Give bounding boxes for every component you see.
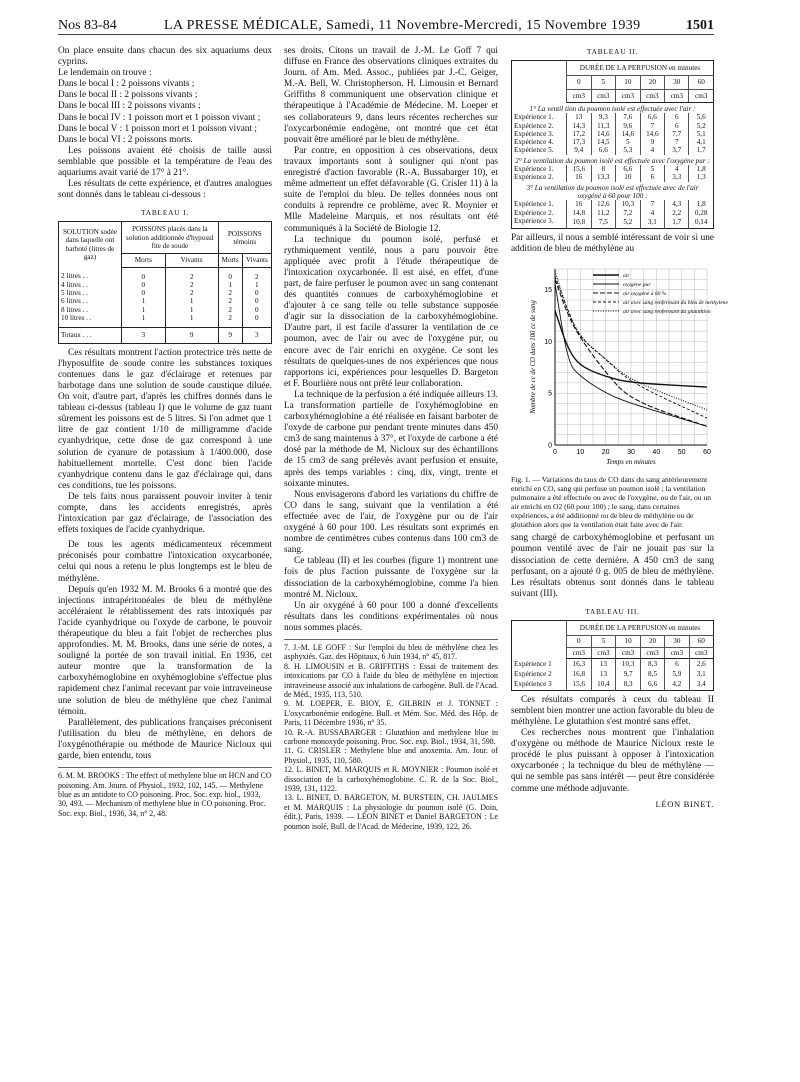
table-1-title: TABLEAU I. — [140, 208, 190, 218]
table-3-title: TABLEAU III. — [585, 606, 640, 616]
table-row: Expérience 1. 16 12,6 10,3 7 4,3 1,8 — [512, 200, 714, 208]
table-1-subheader: Vivants — [242, 254, 271, 267]
legend-label: air — [623, 273, 630, 280]
legend-label: air avec sang renfermant du glutathion — [623, 309, 711, 316]
footnote: 10. R.-A. BUSSABARGER : Glutathion and methylene blue in carbone monoxyde poisoning. Proc. Soc. exp. Biol., 1934, 31, 598. — [284, 727, 498, 747]
table-1-subheader: Vivants — [165, 254, 218, 267]
table-3: DURÉE DE LA PERFUSION en minutes 0 5 10 20 30 60 cm3 cm3 cm3 cm3 cm3 cm3 Expérience 1 16,3 13 10,3 8,3 6 2,6 Expérience 2 16,8 13 9,7 8,5 5,9 3,1 Expérience 3 15,6 10,4 8,3 6,6 4,2 3,4 — [511, 620, 714, 691]
y-axis-title: Nombre de cc de CO dans 100 cc de sang — [530, 300, 537, 415]
paragraph: Les résultats de cette expérience, et d'autres analogues sont donnés dans le tableau ci-dessous : — [58, 179, 272, 201]
y-tick-label: 10 — [544, 339, 552, 347]
table-row: Expérience 2 16,8 13 9,7 8,5 5,9 3,1 — [512, 669, 714, 679]
paragraph: Ces résultats montrent l'action protectrice très nette de l'hyposulfite de soude contre les substances toxiques contenues dans le gaz d'éclairage et retenues par barbotage dans une solution de soude caustique diluée. On voit, d'autre part, d'après les chiffres donnés dans le tableau ci-dessus (tableau I) que le volume de gaz tuant sûrement les poissons est de 5 litres. Si l'on admet que 1 litre de gaz contient 1/10 de milligramme d'acide cyanhydrique, cette dose de gaz correspond à une solution de cyanure de potassium à 1/400.000, dose habituellement mortelle. C'est donc bien l'acide cyanhydrique contenu dans le gaz d'éclairage qui, dans ces conditions, tue les poissons. — [58, 347, 272, 491]
issue-number: Nos 83-84 — [58, 18, 117, 33]
footnote-6: 6. M. M. BROOKS : The effect of methylene blue on HCN and CO poisoning. Am. Journ. of Physiol., 1932, 102, 145. — Methylene blue as an antidote to CO poisoning. Proc. Soc. exp. biol., 1933, 30, 493. — Mechanism of methylene blue in CO poisoning. Proc. Soc. exp. Biol., 1936, 34, n° 2, 48. — [58, 771, 272, 818]
table-1-subheader: Morts — [218, 254, 242, 267]
table-1-subheader: Morts — [122, 254, 166, 267]
paragraph: Un air oxygéné à 60 pour 100 a donné d'excellents résultats dans les conditions expérimentales où nous nous sommes placés. — [284, 600, 498, 633]
table-2-section: 2° La ventilation du poumon isolé est effectuée avec l'oxygène pur : — [515, 156, 710, 165]
table-2-section: 1° La ventil tion du poumon isolé est effectuée avec l'air : — [529, 104, 696, 113]
footnote: 12. L. BINET, M. MARQUIS et R. MOYNIER : Poumon isolé et dissociation de la carboxyhémoglobine. C. R. de la Soc. Biol., 1939, 131, 1122. — [284, 765, 498, 794]
paragraph: Le lendemain on trouve : — [58, 68, 152, 79]
table-total-row: Totaux . . . 3 9 9 3 — [59, 328, 272, 343]
author-signature: LÉON BINET. — [655, 798, 714, 809]
paragraph: Par contre, en opposition à ces observations, deux travaux importants sont à souligner qui n'ont pas enregistré d'action favorable (R.-A. Bussabarger 10), et même admettent un effet défavorable (G. Crisler 11) à la suite de l'emploi du bleu. De telles données nous ont conduits à reprendre ce problème, avec R. Moynier et Mlle Madeleine Marquis, et nos résultats ont été communiqués à la Société de Biologie 12. — [284, 145, 498, 234]
table-2-header: DURÉE DE LA PERFUSION en minutes — [567, 61, 714, 76]
y-tick-label: 0 — [548, 442, 552, 450]
y-tick-label: 15 — [544, 287, 552, 295]
paragraph: Nous envisagerons d'abord les variations du chiffre de CO dans le sang, suivant que la ventilation a été effectuée avec de l'air, de l'oxygène pur ou de l'air oxygéné à 60 pour 100. Les résultats sont exprimés en nombre de centimètres cubes contenus dans 100 cm3 de sang. — [284, 489, 498, 556]
paragraph: La technique du poumon isolé, perfusé et rythmiquement ventilé, nous a paru pouvoir être appliquée avec profit à l'étude thérapeutique de l'intoxication oxycarbonée. Il est aisé, en effet, d'une part, de faire perfuser le poumon avec un sang contenant des quantités connues de carboxyhémoglobine et d'ajouter à ce sang telle ou telle substance supposée d'agir sur la dissociation de la carboxyhémoglobine. D'autre part, il est facile d'assurer la ventilation de ce poumon, avec de l'air ou avec de l'oxygène pur, ou encore avec de l'air enrichi en oxygène. Ce sont les résultats de quelques-unes de nos expériences que nous rapportons ici, expériences pour lesquelles D. Bargeton et F. Bourlière nous ont prêté leur collaboration. — [284, 234, 498, 389]
table-row: Expérience 3 15,6 10,4 8,3 6,6 4,2 3,4 — [512, 679, 714, 690]
table-row: 4 litres . . 0 2 1 1 — [59, 281, 272, 289]
x-tick-label: 60 — [703, 449, 711, 457]
y-tick-label: 5 — [548, 391, 552, 399]
table-row: Expérience 1 16,3 13 10,3 8,3 6 2,6 — [512, 658, 714, 669]
table-1-header-placed: POISSONS placés dans la solution additionnée d'hyposul fite de soude — [122, 222, 219, 254]
paragraph: Dans le bocal IV : 1 poisson mort et 1 poisson vivant ; — [58, 112, 261, 123]
paragraph: On place ensuite dans chacun des six aquariums deux cyprins. — [58, 46, 272, 68]
x-tick-label: 20 — [601, 449, 610, 457]
paragraph: Depuis qu'en 1932 M. M. Brooks 6 a montré que des injections intrapéritonéales de bleu de méthylène accéléraient le rétablissement des rats intoxiqués par l'acide cyanhydrique ou l'oxyde de carbone, le pouvoir thérapeutique du bleu a fait l'objet de recherches plus approfondies. M. M. Brooks, dans une série de notes, a souligné la portée de son travail initial. En 1936, cet auteur montre que la transformation de la carboxyhémoglobine en oxyhémoglobine s'effectue plus rapidement chez l'animal recevant par voie intraveineuse une solution de bleu de méthylène que chez l'animal témoin. — [58, 584, 272, 717]
running-header — [58, 18, 714, 35]
paragraph: Ces recherches nous montrent que l'inhalation d'oxygène ou méthode de Maurice Nicloux reste le procédé le plus puissant à opposer à l'intoxication oxycarbonée ; la technique du bleu de méthylène — qui ne semble pas sans intérêt — peut être considérée comme une méthode adjuvante. — [511, 728, 714, 794]
footnote: 11. G. CRISLER : Methylene blue and anoxemia. Am. Jour. of Physiol., 1935, 110, 580. — [284, 746, 498, 765]
footnote-rule — [58, 767, 272, 768]
table-row: 6 litres . . 1 1 2 0 — [59, 297, 272, 305]
paragraph: Dans le bocal I : 2 poissons vivants ; — [58, 79, 195, 90]
legend-label: air avec sang renfermant du bleu de méthylène — [623, 300, 728, 307]
table-row: Expérience 2. 14,8 11,2 7,2 4 2,2 0,28 — [512, 209, 714, 217]
column-2 — [284, 46, 498, 831]
paragraph: De tels faits nous paraissent pouvoir inviter à tenir compte, dans les accidents enregistrés, après l'intoxication par gaz d'éclairage, de l'association des effets toxiques de l'acide cyanhydrique. — [58, 491, 272, 536]
paragraph: La technique de la perfusion a été indiquée ailleurs 13. La transformation partielle de l'oxyhémoglobine en carboxyhémoglobine a été réalisée en faisant barboter de l'oxyde de carbone pur pendant trente minutes dans 450 cm3 de sang maintenus à 37°, et l'oxyde de carbone a été dosé par la méthode de M. Nicloux sur des échantillons de 15 cm3 de sang prélevés avant perfusion et ensuite, après des temps variables : cinq, dix, vingt, trente et soixante minutes. — [284, 389, 498, 489]
table-2-section: 3° La ventilation du poumon isolé est effectuée avec de l'air oxygéné à 60 pour 100 : — [526, 183, 699, 200]
table-1-header-witness: POISSONS témoins — [218, 222, 271, 254]
table-row: 10 litres . . 1 1 2 0 — [59, 314, 272, 328]
table-row: Expérience 1. 13 9,3 7,6 6,6 6 5,6 — [512, 113, 714, 121]
table-2-title: TABLEAU II. — [586, 47, 639, 56]
paragraph: Parallèlement, des publications françaises préconisent l'utilisation du bleu de méthylène, en dehors de l'oxygénothérapie ou méthode de Maurice Nicloux qui garde, bien entendu, tous — [58, 717, 272, 762]
table-1-header-solution: SOLUTION sodée dans laquelle ont barboté (litres de gaz) — [62, 228, 118, 262]
table-row: 5 litres . . 0 2 2 0 — [59, 289, 272, 297]
table-row: 8 litres . . 1 1 2 0 — [59, 306, 272, 314]
legend-label: air oxygéné à 60 % — [623, 291, 667, 298]
column-1 — [58, 46, 272, 818]
column-3 — [511, 46, 728, 810]
paragraph: Dans le bocal VI : 2 poissons morts. — [58, 134, 193, 145]
table-1 — [58, 221, 272, 343]
paragraph: Les poissons avaient été choisis de taille aussi semblable que possible et la température de l'eau des aquariums avait varié de 17° à 21°. — [58, 145, 272, 179]
paragraph: Ce tableau (II) et les courbes (figure 1) montrent une fois de plus l'action puissante de l'oxygène sur la dissociation de la carboxyhémoglobine, comme l'a bien montré M. Nicloux. — [284, 556, 498, 600]
paragraph: Dans le bocal III : 2 poissons vivants ; — [58, 101, 201, 112]
table-row: Expérience 4. 17,3 14,5 5 9 7 4,1 — [512, 138, 714, 146]
legend-label: oxygène pur — [623, 282, 651, 289]
footnote: 9. M. LOEPER, E. BIOY, E. GILBRIN et J. TONNET : L'oxycarbonémie endogène. Bull. et Mém. Soc. Méd. des Hôp. de Paris, 11 Décembre 1936, n° 35. — [284, 699, 498, 728]
table-row: Expérience 2. 16 13,3 10 6 3,3 1,3 — [512, 173, 714, 181]
table-row: Expérience 2. 14,3 11,3 9,6 7 6 5,2 — [512, 122, 714, 130]
footnote: 7. J.-M. LE GOFF : Sur l'emploi du bleu de méthylène chez les asphyxiés. Gaz. des Hôpitaux, 6 Juin 1934, n° 45, 817. — [284, 642, 498, 662]
journal-title: LA PRESSE MÉDICALE, Samedi, 11 Novembre-Mercredi, 15 Novembre 1939 — [164, 18, 641, 33]
paragraph: ses droits. Citons un travail de J.-M. Le Goff 7 qui diffuse en France des observations cliniques extraites du Journ. of Am. Med. Assoc., publiées par J.-C. Geiger, M.-A. Bell, W. Christopherson. H. Limousin et Bernard Griffiths 8 communiquent une observation clinique et thérapeutique à l'Académie de Médecine. M. Loeper et ses collaborateurs 9, dans leurs récentes recherches sur l'oxycarbonémie endogène, ont montré que cet état pouvait être amélioré par le bleu de méthylène. — [284, 46, 498, 145]
figure-1-chart — [511, 259, 728, 473]
x-tick-label: 50 — [677, 449, 686, 457]
footnote-rule — [284, 639, 498, 640]
x-tick-label: 30 — [627, 449, 635, 457]
table-row: Expérience 1. 15,6 8 6,6 5 4 1,8 — [512, 165, 714, 173]
table-row: Expérience 3. 17,2 14,6 14,6 14,6 7,7 5,1 — [512, 130, 714, 138]
table-row: Expérience 3. 10,8 7,5 5,2 3,1 1,7 0,14 — [512, 217, 714, 229]
figure-1-caption: Fig. 1. — Variations du taux de CO dans du sang antérieurement enrichi en CO, sang qui perfuse un poumon isolé ; la ventilation pulmonaire a été effectuée ou avec de l'oxygène, ou de l'air, ou un air enrichi en O2 (60 pour 100) ; le sang, dans certaines expériences, a été additionné ou de bleu de méthylène ou de glutathion alors que la ventilation était faite avec de l'air. — [511, 475, 712, 530]
table-row: 2 litres . . 0 2 0 2 — [59, 267, 272, 281]
footnote: 8. H. LIMOUSIN et B. GRIFFITHS : Essai de traitement des intoxications par CO à l'aide du bleu de méthylène en injection intraveineuse associé aux inhalations de carbogène. Bull. de l'Acad. de Méd., 1935, 113, 510. — [284, 661, 498, 699]
table-2: DURÉE DE LA PERFUSION en minutes 0 5 10 20 30 60 cm3 cm3 cm3 cm3 cm3 cm3 1° La ventil tion du poumon isolé est effectuée avec l'air : Expérience 1. 13 9,3 7,6 6,6 6 5,6 Expérience 2. 14,3 11,3 9,6 7 6 5,2 Expérience 3. 17,2 14,6 14,6 14,6 7,7 5,1 Expérience 4. 17,3 14,5 5 9 7 4,1 Expérience 5. 9,4 6,6 5,3 4 3,7 1,7 2° La ventilation du poumon isolé est effectuée avec l'oxygène pur : Expérience 1. 15,6 8 6,6 5 4 1,8 Expérience 2. 16 13,3 10 6 3,3 1,3 3° La ventilation du poumon isolé est effectuée avec de l'air oxygéné à 60 pour 100 : Expérience 1. 16 12,6 10,3 7 4,3 1,8 Expérience 2. 14,8 11,2 7,2 4 2,2 0,28 Expérience 3. 10,8 7,5 5,2 3,1 1,7 0,14 — [511, 60, 714, 229]
footnotes — [284, 643, 498, 831]
x-tick-label: 10 — [576, 449, 585, 457]
paragraph: Dans le bocal V : 1 poisson mort et 1 poisson vivant ; — [58, 123, 258, 134]
paragraph: Ces résultats comparés à ceux du tableau II semblent bien montrer une action favorable du bleu de méthylène. Le glutathion s'est montré sans effet. — [511, 694, 714, 727]
x-axis-title: Temps en minutes — [606, 458, 656, 467]
x-tick-label: 40 — [652, 449, 661, 457]
paragraph: sang chargé de carboxyhémoglobine et perfusant un poumon ventilé avec de l'air ne jouait pas sur la dissociation de cette dernière. A 450 cm3 de sang perfusant, on a ajouté 0 g. 005 de bleu de méthylène. Les résultats obtenus sont donnés dans le tableau suivant (III). — [511, 533, 714, 599]
paragraph: De tous les agents médicamenteux récemment préconisés pour combattre l'intoxication oxycarbonée, celui qui nous a retenu le plus longtemps est le bleu de méthylène. — [58, 540, 272, 584]
paragraph: Dans le bocal II : 2 poissons vivants ; — [58, 90, 198, 101]
paragraph: Par ailleurs, il nous a semblé intéressant de voir si une addition de bleu de méthylène au — [511, 233, 714, 255]
page-number: 1501 — [686, 18, 714, 33]
x-tick-label: 0 — [553, 449, 557, 457]
table-3-header: DURÉE DE LA PERFUSION en minutes — [567, 620, 714, 635]
table-row: Expérience 5. 9,4 6,6 5,3 4 3,7 1,7 — [512, 146, 714, 154]
footnote: 13. L. BINET, D. BARGETON, M. BURSTEIN, CH. JAULMES et M. MARQUIS : La physiologie du poumon isolé (G. Doin, édit.), Paris, 1939. — LÉON BINET et Daniel BARGETON : Le poumon isolé, Bull. de l'Acad. de Médecine, 1939, 122, 26. — [284, 793, 498, 831]
